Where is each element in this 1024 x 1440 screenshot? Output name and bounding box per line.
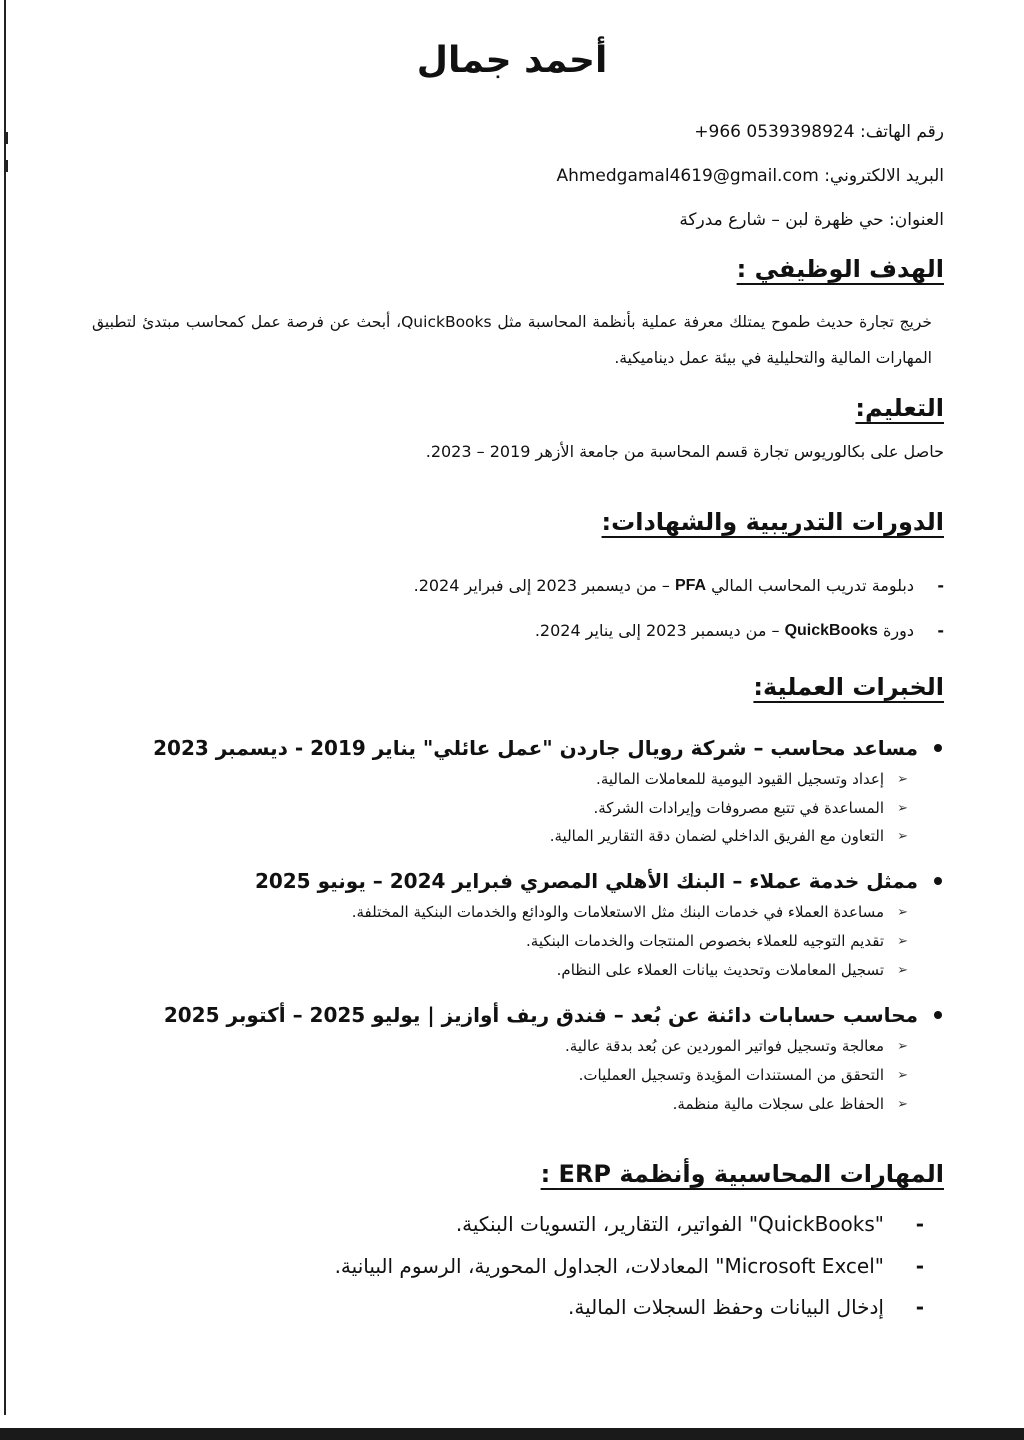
job-title-text: مساعد محاسب – شركة رويال جاردن "عمل عائلي" يناير 2019 - ديسمبر 2023 <box>153 736 918 760</box>
job-task <box>565 1037 908 1055</box>
experience-heading: الخبرات العملية: <box>753 673 944 701</box>
resume-name: أحمد جمال <box>416 40 608 81</box>
skill-desc: الفواتير، التقارير، التسويات البنكية. <box>455 1212 743 1236</box>
job-title-text: محاسب حسابات دائنة عن بُعد – فندق ريف أوازيز | يوليو 2025 – أكتوبر 2025 <box>163 1003 918 1027</box>
phone-value: +966 0539398924 <box>694 122 855 142</box>
page-left-border <box>4 0 6 1415</box>
arrow-icon: ➢ <box>897 1038 908 1054</box>
task-text: التحقق من المستندات المؤيدة وتسجيل العمليات. <box>578 1066 884 1084</box>
dash-icon: - <box>915 1254 924 1278</box>
email-label: البريد الالكتروني: <box>824 166 944 186</box>
address-line <box>679 210 944 230</box>
job-task <box>596 770 908 788</box>
address-value: حي ظهرة لبن – شارع مدركة <box>679 210 884 230</box>
job-task <box>526 932 908 950</box>
objective-heading: الهدف الوظيفي : <box>736 255 944 283</box>
job-task <box>550 827 908 845</box>
skill-item <box>456 1212 924 1236</box>
course-name: دبلومة تدريب المحاسب المالي <box>711 576 914 595</box>
email-value: Ahmedgamal4619@gmail.com <box>556 166 819 186</box>
arrow-icon: ➢ <box>897 904 908 920</box>
job-task <box>352 903 908 921</box>
arrow-icon: ➢ <box>897 1067 908 1083</box>
arrow-icon: ➢ <box>897 828 908 844</box>
task-text: المساعدة في تتبع مصروفات وإيرادات الشركة. <box>593 799 884 817</box>
job-task <box>557 961 908 979</box>
job-task <box>593 799 908 817</box>
dash-icon: - <box>915 1295 924 1319</box>
task-text: إعداد وتسجيل القيود اليومية للمعاملات المالية. <box>596 770 884 788</box>
job-title <box>255 869 944 893</box>
task-text: تسجيل المعاملات وتحديث بيانات العملاء على النظام. <box>556 961 884 979</box>
course-dates: – من ديسمبر 2023 إلى فبراير 2024. <box>413 576 670 595</box>
page-left-tick <box>4 160 8 172</box>
course-item <box>535 621 944 640</box>
job-title <box>164 1003 944 1027</box>
skills-heading: المهارات المحاسبية وأنظمة ERP : <box>540 1160 944 1188</box>
course-code: PFA <box>674 576 707 594</box>
phone-line <box>694 122 944 142</box>
education-text: حاصل على بكالوريوس تجارة قسم المحاسبة من جامعة الأزهر 2019 – 2023. <box>425 442 944 461</box>
arrow-icon: ➢ <box>897 933 908 949</box>
email-line <box>556 166 944 186</box>
bullet-icon <box>934 877 942 885</box>
task-text: مساعدة العملاء في خدمات البنك مثل الاستعلامات والودائع والخدمات البنكية المختلفة. <box>351 903 884 921</box>
task-text: الحفاظ على سجلات مالية منظمة. <box>672 1095 884 1113</box>
arrow-icon: ➢ <box>897 1096 908 1112</box>
courses-heading: الدورات التدريبية والشهادات: <box>601 508 944 536</box>
course-name: دورة <box>883 621 914 640</box>
skill-tool: "QuickBooks" <box>748 1212 884 1236</box>
phone-label: رقم الهاتف: <box>859 122 944 142</box>
skill-tool: "Microsoft Excel" <box>715 1254 884 1278</box>
skill-item <box>335 1254 924 1278</box>
address-label: العنوان: <box>889 210 944 230</box>
skill-desc: المعادلات، الجداول المحورية، الرسوم البيانية. <box>334 1254 709 1278</box>
job-title <box>153 736 944 760</box>
dash-icon: - <box>937 621 944 640</box>
page-left-tick <box>4 132 8 144</box>
skill-item <box>568 1295 924 1319</box>
arrow-icon: ➢ <box>897 962 908 978</box>
course-dates: – من ديسمبر 2023 إلى يناير 2024. <box>534 621 780 640</box>
course-item <box>414 576 944 595</box>
objective-text: خريج تجارة حديث طموح يمتلك معرفة عملية بأنظمة المحاسبة مثل QuickBooks، أبحث عن فرصة عمل كمحاسب مبتدئ لتطبيق المهارات المالية والتحليلية في بيئة عمل ديناميكية. <box>92 313 932 367</box>
task-text: معالجة وتسجيل فواتير الموردين عن بُعد بدقة عالية. <box>565 1037 884 1055</box>
course-code: QuickBooks <box>784 621 878 639</box>
dash-icon: - <box>915 1212 924 1236</box>
bullet-icon <box>934 1011 942 1019</box>
education-heading: التعليم: <box>855 394 944 422</box>
dash-icon: - <box>937 576 944 595</box>
skill-desc: إدخال البيانات وحفظ السجلات المالية. <box>568 1295 884 1319</box>
task-text: تقديم التوجيه للعملاء بخصوص المنتجات والخدمات البنكية. <box>526 932 884 950</box>
job-task <box>673 1095 908 1113</box>
bottom-bar <box>0 1428 1024 1440</box>
arrow-icon: ➢ <box>897 800 908 816</box>
job-title-text: ممثل خدمة عملاء – البنك الأهلي المصري فبراير 2024 – يونيو 2025 <box>254 869 918 893</box>
job-task <box>579 1066 908 1084</box>
bullet-icon <box>934 744 942 752</box>
task-text: التعاون مع الفريق الداخلي لضمان دقة التقارير المالية. <box>549 827 884 845</box>
arrow-icon: ➢ <box>897 771 908 787</box>
